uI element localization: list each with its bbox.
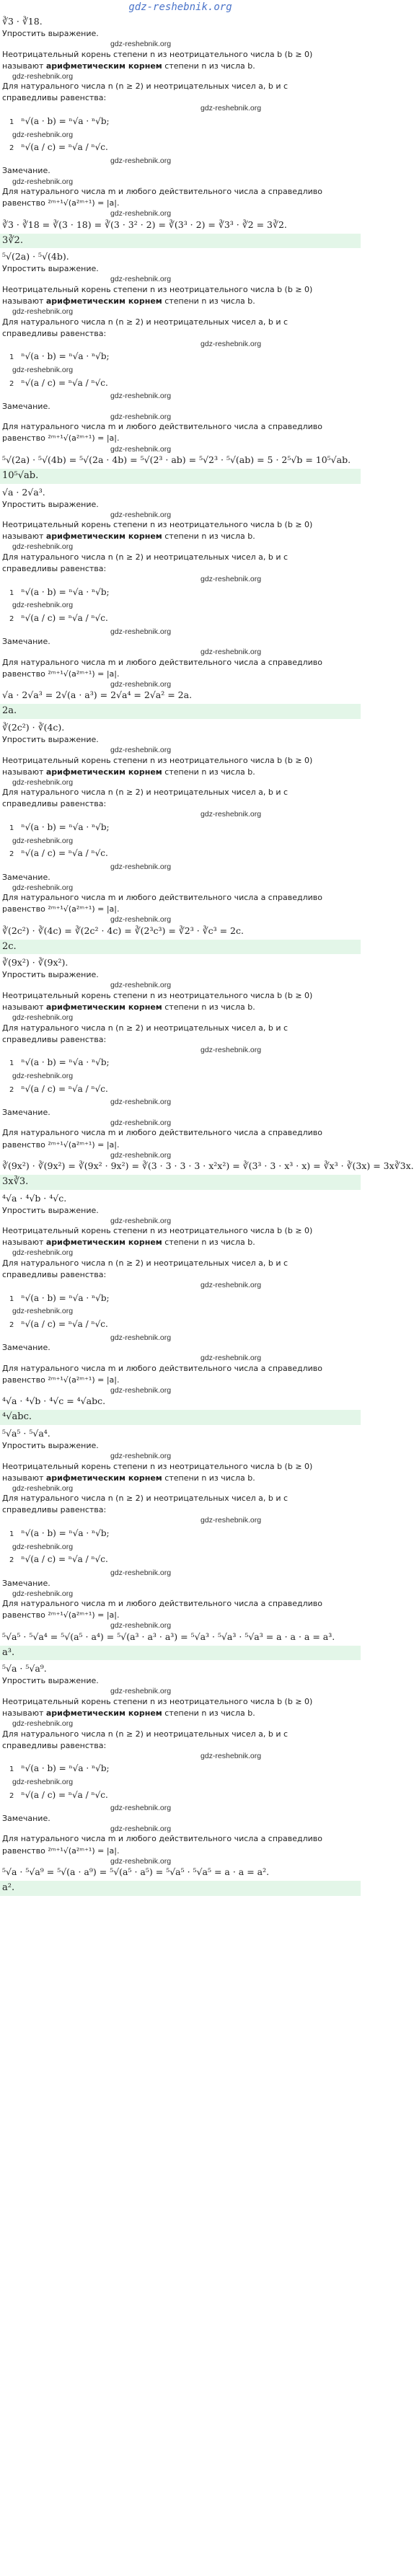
natural-m-line: Для натурального числа m и любого действительного числа a справедливо [2,1834,323,1844]
definition-prefix: называют [2,1473,46,1483]
solution-expression: ⁴√a · ⁴√b · ⁴√c = ⁴√abc. [2,1395,106,1407]
property-formula: ⁿ√(a · b) = ⁿ√a · ⁿ√b; [21,1763,110,1774]
definition-prefix: называют [2,1708,46,1719]
watermark-text[interactable]: gdz-reshebnik.org [110,40,172,49]
property-formula: ⁿ√(a / c) = ⁿ√a / ⁿ√c. [21,1789,108,1800]
property-2 [9,613,358,625]
task-section [0,487,361,719]
watermark-text[interactable]: gdz-reshebnik.org [12,1307,74,1316]
valid-equalities-line: справедливы равенства: [2,1034,107,1044]
valid-equalities-line: справедливы равенства: [2,564,107,573]
definition-line: Неотрицательный корень степени n из неотрицательного числа b (b ≥ 0) [2,49,313,59]
property-number: 1 [9,1294,14,1303]
definition-suffix: степени n из числа b. [162,1238,255,1248]
property-number: 1 [9,824,14,832]
property-formula: ⁿ√(a / c) = ⁿ√a / ⁿ√c. [21,142,108,153]
valid-equalities-line: справедливы равенства: [2,1740,107,1750]
term-arithmetic-root: арифметическим корнем [45,1002,162,1013]
watermark-text[interactable]: gdz-reshebnik.org [12,1483,74,1493]
remark-label: Замечание. [2,1107,50,1117]
solution-expression: ∛3 · ∛18 = ∛(3 · 18) = ∛(3 · 3² · 2) = ∛(3³ · 2) = ∛3³ · ∛2 = 3∛2. [2,219,287,230]
remark-label: Замечание. [2,637,50,647]
watermark-text[interactable]: gdz-reshebnik.org [12,177,74,186]
term-arithmetic-root: арифметическим корнем [45,1238,162,1248]
definition-prefix: называют [2,61,46,71]
definition-suffix: степени n из числа b. [162,61,255,71]
instruction-text: Упростить выражение. [2,264,99,274]
watermark-text[interactable]: gdz-reshebnik.org [110,627,172,636]
watermark-text[interactable]: gdz-reshebnik.org [12,1589,74,1598]
watermark-text[interactable]: gdz-reshebnik.org [201,1751,262,1760]
definition-line: Неотрицательный корень степени n из неотрицательного числа b (b ≥ 0) [2,1226,313,1236]
watermark-text[interactable]: gdz-reshebnik.org [201,339,262,348]
definition-prefix: называют [2,1238,46,1248]
property-formula: ⁿ√(a · b) = ⁿ√a · ⁿ√b; [21,821,110,832]
watermark-text[interactable]: gdz-reshebnik.org [110,392,172,401]
property-number: 1 [9,588,14,597]
problem-expression: ⁵√a⁵ · ⁵√a⁴. [2,1428,50,1439]
definition-suffix: степени n из числа b. [162,531,255,542]
watermark-text[interactable]: gdz-reshebnik.org [110,1118,172,1127]
valid-equalities-line: справедливы равенства: [2,93,107,103]
property-2 [9,142,358,154]
natural-number-line: Для натурального числа n (n ≥ 2) и неотрицательных чисел a, b и c [2,552,289,562]
term-arithmetic-root: арифметическим корнем [45,1473,162,1483]
watermark-text[interactable]: gdz-reshebnik.org [12,307,74,317]
natural-m-line: Для натурального числа m и любого действительного числа a справедливо [2,1128,323,1138]
task-section [0,1663,361,1895]
watermark-text[interactable]: gdz-reshebnik.org [201,104,262,113]
watermark-text[interactable]: gdz-reshebnik.org [110,1804,172,1813]
natural-m-line: Для натурального числа m и любого действительного числа a справедливо [2,422,323,432]
property-1 [9,1057,358,1069]
property-1 [9,822,358,834]
natural-m-line: Для натурального числа m и любого действительного числа a справедливо [2,893,323,903]
property-number: 2 [9,1320,14,1329]
definition-line-2 [2,1473,358,1483]
watermark-text[interactable]: gdz-reshebnik.org [12,542,74,552]
definition-line: Неотрицательный корень степени n из неотрицательного числа b (b ≥ 0) [2,755,313,765]
property-formula: ⁿ√(a · b) = ⁿ√a · ⁿ√b; [21,1527,110,1538]
task-section [0,16,361,248]
property-formula: ⁿ√(a · b) = ⁿ√a · ⁿ√b; [21,586,110,597]
site-header[interactable]: gdz-reshebnik.org [128,1,232,13]
instruction-text: Упростить выражение. [2,29,99,38]
definition-line: Неотрицательный корень степени n из неотрицательного числа b (b ≥ 0) [2,1696,313,1706]
instruction-text: Упростить выражение. [2,499,99,509]
watermark-text[interactable]: gdz-reshebnik.org [110,1452,172,1461]
watermark-text[interactable]: gdz-reshebnik.org [12,71,74,81]
valid-equalities-line: справедливы равенства: [2,1505,107,1515]
watermark-text[interactable]: gdz-reshebnik.org [110,1824,172,1833]
natural-number-line: Для натурального числа n (n ≥ 2) и неотрицательных чисел a, b и c [2,1023,289,1033]
definition-prefix: называют [2,767,46,777]
property-formula: ⁿ√(a / c) = ⁿ√a / ⁿ√c. [21,377,108,388]
answer-highlight: 2c. [0,940,361,955]
instruction-text: Упростить выражение. [2,1676,99,1686]
definition-suffix: степени n из числа b. [162,767,255,777]
answer-highlight: 3x∛3. [0,1175,361,1190]
watermark-text[interactable]: gdz-reshebnik.org [12,1778,74,1787]
property-formula: ⁿ√(a · b) = ⁿ√a · ⁿ√b; [21,1057,110,1068]
identity-line: равенство ²ᵐ⁺¹√(a²ᵐ⁺¹) = |a|. [2,669,120,679]
watermark-text[interactable]: gdz-reshebnik.org [12,1542,74,1551]
definition-prefix: называют [2,531,46,542]
definition-line: Неотрицательный корень степени n из неотрицательного числа b (b ≥ 0) [2,520,313,530]
task-section [0,1193,361,1425]
property-1 [9,1528,358,1540]
property-formula: ⁿ√(a · b) = ⁿ√a · ⁿ√b; [21,1292,110,1303]
identity-line: равенство ²ᵐ⁺¹√(a²ᵐ⁺¹) = |a|. [2,1845,120,1856]
property-2 [9,378,358,389]
valid-equalities-line: справедливы равенства: [2,328,107,338]
definition-prefix: называют [2,296,46,306]
watermark-text[interactable]: gdz-reshebnik.org [110,1856,172,1866]
solution-expression: ⁵√a · ⁵√a⁹ = ⁵√(a · a⁹) = ⁵√(a⁵ · a⁵) = ⁵√a⁵ · ⁵√a⁵ = a · a = a². [2,1866,270,1878]
answer-highlight: ⁴√abc. [0,1410,361,1425]
property-1 [9,1293,358,1305]
answer-highlight: 3∛2. [0,234,361,249]
definition-line-2 [2,1002,358,1013]
watermark-text[interactable]: gdz-reshebnik.org [12,1013,74,1023]
property-number: 2 [9,1556,14,1565]
watermark-text[interactable]: gdz-reshebnik.org [110,679,172,689]
watermark-text[interactable]: gdz-reshebnik.org [12,601,74,610]
watermark-text[interactable]: gdz-reshebnik.org [12,1072,74,1081]
property-formula: ⁿ√(a / c) = ⁿ√a / ⁿ√c. [21,1318,108,1329]
identity-line: равенство ²ᵐ⁺¹√(a²ᵐ⁺¹) = |a|. [2,1139,120,1150]
watermark-text[interactable]: gdz-reshebnik.org [12,1248,74,1258]
watermark-text[interactable]: gdz-reshebnik.org [110,1385,172,1395]
property-1 [9,1763,358,1775]
property-formula: ⁿ√(a · b) = ⁿ√a · ⁿ√b; [21,351,110,362]
definition-line: Неотрицательный корень степени n из неотрицательного числа b (b ≥ 0) [2,1461,313,1471]
task-section [0,251,361,483]
watermark-text[interactable]: gdz-reshebnik.org [110,746,172,755]
valid-equalities-line: справедливы равенства: [2,799,107,809]
task-section [0,722,361,954]
natural-number-line: Для натурального числа n (n ≥ 2) и неотрицательных чисел a, b и c [2,317,289,327]
definition-line-2 [2,1708,358,1719]
property-1 [9,351,358,363]
watermark-text[interactable]: gdz-reshebnik.org [110,981,172,990]
natural-m-line: Для натурального числа m и любого действительного числа a справедливо [2,187,323,197]
property-1 [9,587,358,599]
problem-expression: ⁵√(2a) · ⁵√(4b). [2,251,69,263]
watermark-text[interactable]: gdz-reshebnik.org [12,1719,74,1729]
watermark-text[interactable]: gdz-reshebnik.org [201,1045,262,1054]
instruction-text: Упростить выражение. [2,970,99,980]
identity-line: равенство ²ᵐ⁺¹√(a²ᵐ⁺¹) = |a|. [2,433,120,444]
property-formula: ⁿ√(a · b) = ⁿ√a · ⁿ√b; [21,115,110,126]
definition-suffix: степени n из числа b. [162,1002,255,1013]
content [0,16,414,1896]
watermark-text[interactable]: gdz-reshebnik.org [12,130,74,139]
solution-expression: ⁵√a⁵ · ⁵√a⁴ = ⁵√(a⁵ · a⁴) = ⁵√(a³ · a³ · a³) = ⁵√a³ · ⁵√a³ · ⁵√a³ = a · a · a = a³. [2,1631,335,1642]
watermark-text[interactable]: gdz-reshebnik.org [110,156,172,165]
property-number: 1 [9,1059,14,1068]
solution-expression: ∛(2c²) · ∛(4c) = ∛(2c² · 4c) = ∛(2³c³) = ∛2³ · ∛c³ = 2c. [2,925,244,936]
term-arithmetic-root: арифметическим корнем [45,531,162,542]
property-number: 1 [9,118,14,126]
problem-expression: ∛(2c²) · ∛(4c). [2,722,65,733]
identity-line: равенство ²ᵐ⁺¹√(a²ᵐ⁺¹) = |a|. [2,1610,120,1620]
natural-number-line: Для натурального числа n (n ≥ 2) и неотрицательных чисел a, b и c [2,1729,289,1739]
problem-expression: √a · 2√a³. [2,486,45,498]
property-number: 2 [9,1791,14,1800]
task-section [0,957,414,1189]
identity-line: равенство ²ᵐ⁺¹√(a²ᵐ⁺¹) = |a|. [2,198,120,208]
natural-m-line: Для натурального числа m и любого действительного числа a справедливо [2,657,323,667]
watermark-text[interactable]: gdz-reshebnik.org [110,863,172,872]
definition-line-2 [2,767,358,777]
natural-number-line: Для натурального числа n (n ≥ 2) и неотрицательных чисел a, b и c [2,1494,289,1504]
watermark-text[interactable]: gdz-reshebnik.org [110,1621,172,1631]
watermark-text[interactable]: gdz-reshebnik.org [110,275,172,284]
instruction-text: Упростить выражение. [2,1441,99,1451]
watermark-text[interactable]: gdz-reshebnik.org [110,915,172,925]
definition-line-2 [2,296,358,306]
definition-line: Неотрицательный корень степени n из неотрицательного числа b (b ≥ 0) [2,990,313,1000]
definition-line-2 [2,531,358,542]
watermark-text[interactable]: gdz-reshebnik.org [12,883,74,892]
property-number: 2 [9,379,14,388]
watermark-text[interactable]: gdz-reshebnik.org [201,1281,262,1290]
answer-highlight: 10⁵√ab. [0,469,361,484]
property-formula: ⁿ√(a / c) = ⁿ√a / ⁿ√c. [21,848,108,859]
property-number: 2 [9,850,14,859]
property-formula: ⁿ√(a / c) = ⁿ√a / ⁿ√c. [21,612,108,623]
property-1 [9,116,358,128]
solution-expression: √a · 2√a³ = 2√(a · a³) = 2√a⁴ = 2√a² = 2a. [2,689,193,701]
definition-suffix: степени n из числа b. [162,1708,255,1719]
watermark-text[interactable]: gdz-reshebnik.org [110,1150,172,1160]
natural-m-line: Для натурального числа m и любого действительного числа a справедливо [2,1363,323,1373]
definition-suffix: степени n из числа b. [162,1473,255,1483]
watermark-text[interactable]: gdz-reshebnik.org [110,510,172,519]
watermark-text[interactable]: gdz-reshebnik.org [110,412,172,421]
property-number: 1 [9,353,14,362]
watermark-text[interactable]: gdz-reshebnik.org [110,1333,172,1342]
remark-label: Замечание. [2,401,50,411]
instruction-text: Упростить выражение. [2,735,99,745]
property-2 [9,1084,358,1095]
property-number: 1 [9,1530,14,1538]
answer-highlight: a². [0,1881,361,1896]
remark-label: Замечание. [2,1813,50,1823]
valid-equalities-line: справедливы равенства: [2,1270,107,1280]
definition-line-2 [2,1238,358,1248]
property-number: 1 [9,1765,14,1774]
property-2 [9,1319,358,1331]
problem-expression: ∛(9x²) · ∛(9x²). [2,957,69,969]
solution-expression: ∛(9x²) · ∛(9x²) = ∛(9x² · 9x²) = ∛(3 · 3 · 3 · 3 · x²x²) = ∛(3³ · 3 · x³ · x) = ∛x³ · ∛(3x) = 3x∛3x. [2,1160,414,1172]
property-2 [9,1554,358,1566]
watermark-text[interactable]: gdz-reshebnik.org [110,1569,172,1578]
watermark-text[interactable]: gdz-reshebnik.org [12,777,74,787]
term-arithmetic-root: арифметическим корнем [45,296,162,306]
definition-line: Неотрицательный корень степени n из неотрицательного числа b (b ≥ 0) [2,284,313,294]
identity-line: равенство ²ᵐ⁺¹√(a²ᵐ⁺¹) = |a|. [2,1375,120,1385]
watermark-text[interactable]: gdz-reshebnik.org [110,209,172,219]
property-2 [9,848,358,860]
watermark-text[interactable]: gdz-reshebnik.org [110,1216,172,1225]
answer-highlight: 2a. [0,704,361,719]
watermark-text[interactable]: gdz-reshebnik.org [201,810,262,819]
watermark-text[interactable]: gdz-reshebnik.org [12,836,74,845]
watermark-text[interactable]: gdz-reshebnik.org [201,1516,262,1525]
property-formula: ⁿ√(a / c) = ⁿ√a / ⁿ√c. [21,1083,108,1094]
natural-number-line: Для натурального числа n (n ≥ 2) и неотрицательных чисел a, b и c [2,788,289,798]
problem-expression: ∛3 · ∛18. [2,16,43,27]
property-number: 2 [9,1085,14,1094]
task-section [0,1428,361,1660]
property-formula: ⁿ√(a / c) = ⁿ√a / ⁿ√c. [21,1554,108,1565]
instruction-text: Упростить выражение. [2,1205,99,1215]
problem-expression: ⁵√a · ⁵√a⁹. [2,1663,47,1675]
natural-number-line: Для натурального числа n (n ≥ 2) и неотрицательных чисел a, b и c [2,81,289,92]
natural-m-line: Для натурального числа m и любого действительного числа a справедливо [2,1599,323,1609]
identity-line: равенство ²ᵐ⁺¹√(a²ᵐ⁺¹) = |a|. [2,904,120,914]
term-arithmetic-root: арифметическим корнем [45,1708,162,1719]
problem-expression: ⁴√a · ⁴√b · ⁴√c. [2,1192,67,1204]
definition-prefix: называют [2,1002,46,1013]
remark-label: Замечание. [2,872,50,882]
solution-expression: ⁵√(2a) · ⁵√(4b) = ⁵√(2a · 4b) = ⁵√(2³ · ab) = ⁵√2³ · ⁵√(ab) = 5 · 2⁵√b = 10⁵√ab. [2,454,351,466]
property-2 [9,1790,358,1801]
remark-label: Замечание. [2,1343,50,1353]
natural-number-line: Для натурального числа n (n ≥ 2) и неотрицательных чисел a, b и c [2,1258,289,1268]
watermark-text[interactable]: gdz-reshebnik.org [110,1098,172,1107]
watermark-text[interactable]: gdz-reshebnik.org [201,575,262,584]
property-number: 2 [9,614,14,623]
remark-label: Замечание. [2,166,50,176]
remark-label: Замечание. [2,1578,50,1588]
watermark-text[interactable]: gdz-reshebnik.org [12,366,74,375]
property-number: 2 [9,144,14,153]
watermark-text[interactable]: gdz-reshebnik.org [110,444,172,454]
term-arithmetic-root: арифметическим корнем [45,61,162,71]
answer-highlight: a³. [0,1646,361,1661]
watermark-text[interactable]: gdz-reshebnik.org [201,1354,262,1363]
term-arithmetic-root: арифметическим корнем [45,767,162,777]
watermark-text[interactable]: gdz-reshebnik.org [110,1687,172,1696]
definition-suffix: степени n из числа b. [162,296,255,306]
watermark-text[interactable]: gdz-reshebnik.org [201,648,262,657]
definition-line-2 [2,61,358,71]
